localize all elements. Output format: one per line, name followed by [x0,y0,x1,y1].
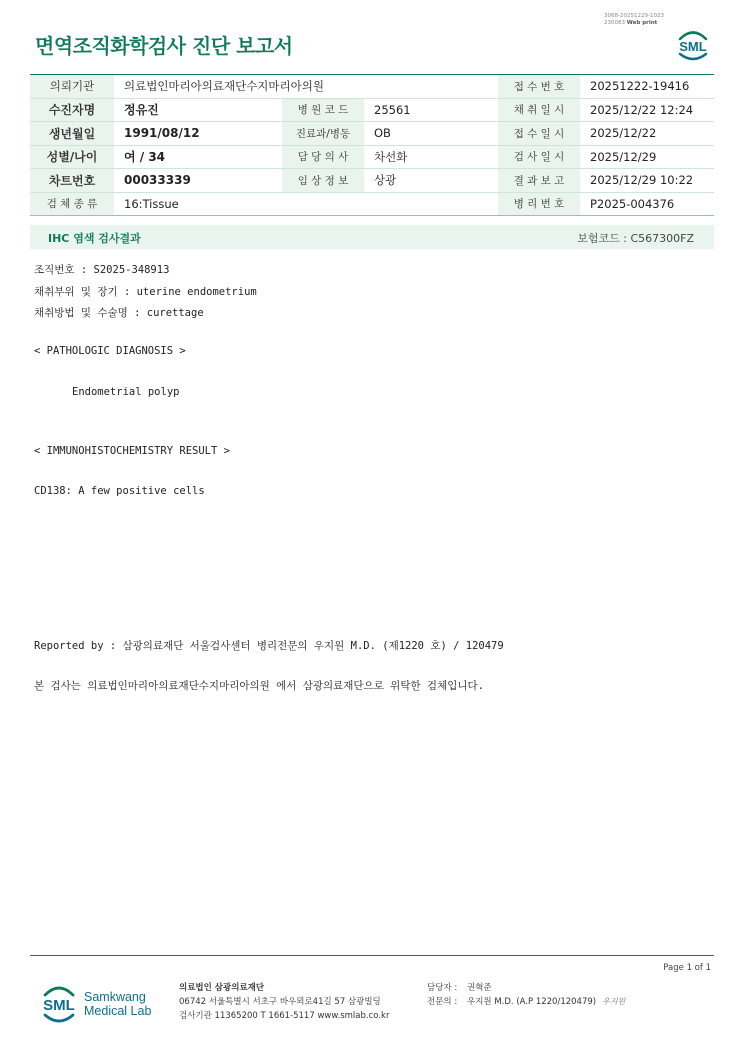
sml-logo-icon [672,24,714,64]
diagnosis-header: < PATHOLOGIC DIAGNOSIS > [34,345,186,357]
table-row [30,98,714,122]
value-receipt-no: 20251222-19416 [580,75,714,99]
table-row [30,192,714,216]
value-department: OB [364,122,498,146]
consignment-note: 본 검사는 의료법인마리아의료재단수지마리아의원 에서 삼광의료재단으로 위탁한 검체입니다. [34,680,484,692]
specialist-label: 전문의 : [427,997,458,1007]
sml-footer-logo-icon [37,980,81,1028]
label-physician: 담 당 의 사 [282,145,364,169]
diagnosis-text: Endometrial polyp [72,386,180,398]
org-name: 의료법인 삼광의료재단 [179,983,265,993]
footer-logo-text: SML [43,997,75,1014]
page-title: 면역조직화학검사 진단 보고서 [35,34,293,58]
ihc-header: < IMMUNOHISTOCHEMISTRY RESULT > [34,445,230,457]
insurance-code: 보험코드 : C567300FZ [577,232,694,245]
label-birth-date: 생년월일 [30,122,114,146]
label-result-report: 결 과 보 고 [498,169,580,193]
value-test-date: 2025/12/29 [580,145,714,169]
brand-line1: Samkwang [84,990,146,1004]
label-department: 진료과/병동 [282,122,364,146]
label-patient-name: 수진자명 [30,98,114,122]
print-code-line1: 3068-20251229-1023 [604,13,664,19]
label-pathology-no: 병 리 번 호 [498,192,580,216]
manager-label: 담당자 : [427,983,458,993]
footer-divider [30,955,714,956]
web-print-label: Web print [626,19,658,26]
label-sex-age: 성별/나이 [30,145,114,169]
collection-site: 채취부위 및 장기 : uterine endometrium [34,286,257,298]
value-pathology-no: P2025-004376 [580,192,714,216]
collection-method: 채취방법 및 수술명 : curettage [34,307,204,319]
value-sex-age: 여 / 34 [114,145,282,169]
label-chart-no: 차트번호 [30,169,114,193]
logo-text: SML [679,39,707,54]
staff-block [427,981,625,1009]
label-test-date: 검 사 일 시 [498,145,580,169]
table-row [30,75,714,99]
reported-by: Reported by : 삼광의료재단 서울검사센터 병리전문의 우지원 M.D. (제1220 호) / 120479 [34,640,504,652]
label-hospital-code: 병 원 코 드 [282,98,364,122]
print-code-line2: 230083 [604,19,625,26]
specialist-name: 우지원 M.D. (A.P 1220/120479) [467,997,597,1007]
value-result-report: 2025/12/29 10:22 [580,169,714,193]
value-receipt-date: 2025/12/22 [580,122,714,146]
label-clinical-info: 임 상 정 보 [282,169,364,193]
value-physician: 차선화 [364,145,498,169]
value-specimen-type: 16:Tissue [114,192,498,216]
label-receipt-no: 접 수 번 호 [498,75,580,99]
table-row [30,145,714,169]
org-contact: 검사기관 11365200 T 1661-5117 www.smlab.co.kr [179,1011,390,1021]
section-title: IHC 염색 검사결과 [48,232,141,245]
table-row [30,122,714,146]
table-row [30,169,714,193]
manager-name: 권혁준 [467,983,492,993]
brand-name [84,990,151,1018]
label-collection-time: 채 취 일 시 [498,98,580,122]
org-address: 06742 서울특별시 서초구 바우뫼로41길 57 삼광빌딩 [179,997,381,1007]
label-requesting-org: 의뢰기관 [30,75,114,99]
org-address-block [179,981,389,1023]
value-chart-no: 00033339 [114,169,282,193]
value-requesting-org: 의료법인마리아의료재단수지마리아의원 [114,75,498,99]
patient-info-table [30,74,714,216]
label-specimen-type: 검 체 종 류 [30,192,114,216]
page-number: Page 1 of 1 [663,963,711,973]
value-clinical-info: 상광 [364,169,498,193]
value-hospital-code: 25561 [364,98,498,122]
value-birth-date: 1991/08/12 [114,122,282,146]
print-code [604,13,664,26]
value-patient-name: 정유진 [114,98,282,122]
result-section-header [30,225,714,249]
specimen-number: 조직번호 : S2025-348913 [34,264,170,276]
label-receipt-date: 접 수 일 시 [498,122,580,146]
ihc-result: CD138: A few positive cells [34,485,205,497]
signature: 우지원 [602,997,626,1006]
brand-line2: Medical Lab [84,1004,152,1018]
value-collection-time: 2025/12/22 12:24 [580,98,714,122]
